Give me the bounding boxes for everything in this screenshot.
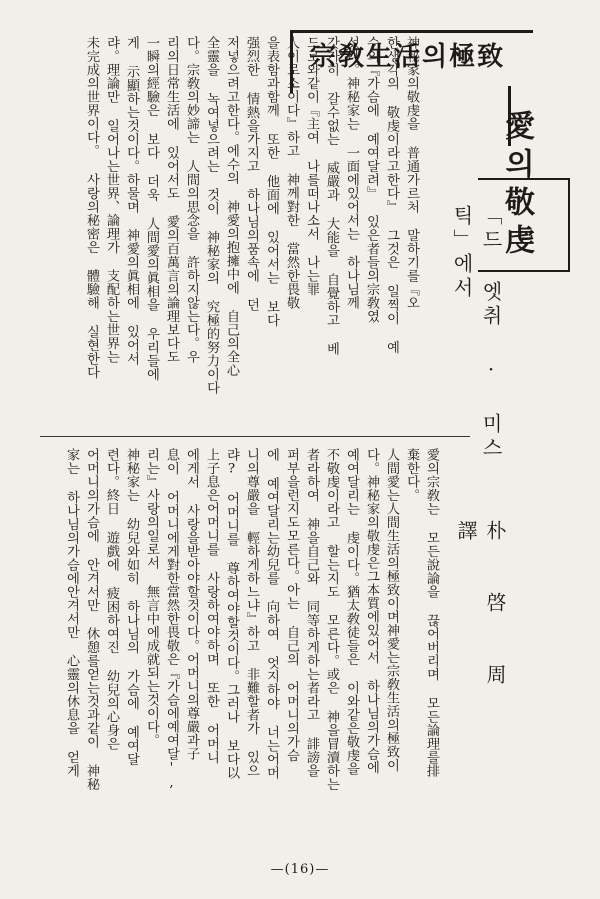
text-column: 不敬虔이라고 할는지도 모른다。或은 神을冒瀆하는 (324, 448, 339, 791)
text-column: 上子息은어머니를 사랑하여야하며 또한 어머니 (204, 448, 219, 764)
text-column: 人이로소이다』하고 神께對한 當然한畏敬 (284, 36, 299, 310)
text-column: 섰다。神秘家는 一面에있어서는 하나님께 (344, 36, 359, 310)
text-column: 을表함과함께 또한 他面에 있어서는 보다 (264, 36, 279, 327)
text-column: 棄한다。 (404, 448, 419, 502)
text-column: 예여달리는 虔이다。猶太敎徒들은 이와같은敬虔을 (344, 448, 359, 776)
text-column: 神秘家의敬虔을 普通가르처 말하기를『오 (404, 36, 419, 310)
text-column: 神秘家는 幼兒와如히 하나님의 가슴에 예여달 (124, 448, 139, 766)
section-divider (40, 436, 470, 437)
text-column: 一瞬의經驗은 보다 더욱 人間愛의眞相을 우리들에 (144, 36, 159, 381)
text-column: 리는』사랑의일로서 無言中에成就되는것이다。 (144, 448, 159, 747)
text-column: 다。神秘家의敬虔은그本質에있어서 하나님의가슴에 (364, 448, 379, 774)
text-column: 련다。終日 遊戲에 疲困하여진 幼兒의心身은 (104, 448, 119, 751)
text-column: 다。宗敎의妙諦는 人間의思念을 許하지않는다。우 (184, 36, 199, 364)
text-column: 랴? 어머니를 尊하여야할것이다。그러나 보다以 (224, 448, 239, 780)
page-number: —(16)— (270, 862, 330, 877)
text-column: 드로와같이『主여 나를떠나소서 나는罪 (304, 36, 319, 297)
source-note: 「드 엣취 · 미스틱」에서 (450, 205, 503, 461)
translator-credit: 朴 啓 周 譯 (454, 520, 507, 698)
text-column: 息이 어머니에게對한當然한畏敬은『가슴에예여달', (164, 448, 179, 791)
text-column: 니의尊嚴을 輕하게하느냐』하고 非難할者가 있으 (244, 448, 259, 778)
text-column: 愛의宗敎는 모든說論을 끊어버리며 모든論理를排 (424, 448, 439, 778)
text-column: 갓가히 갈수없는 威嚴과 大能을 自覺하고 베 (324, 36, 339, 356)
series-title: 宗敎生活의極致 (310, 42, 506, 72)
text-column: 家는 하나님의가슴에안겨서만 心靈의休息을 얻게 (64, 448, 79, 778)
text-column: 저넣으려고한다。에수의 神愛의抱擁中에 自己의全心 (224, 36, 239, 378)
text-column: 퍼부을런지도모른다。아는 自己의 어머니의가슴 (284, 448, 299, 763)
text-column: 全靈을 녹여넣으려는 것이 神秘家의 究極的努力이다 (204, 36, 219, 395)
text-column: 人間愛는人間生活의極致이며神愛는宗敎生活의極致이 (384, 448, 399, 772)
text-column: 强烈한 情熱을가지고 하나님의품속에 던 (244, 36, 259, 312)
text-column: 어머니의가슴에 안겨서만 休憩를얻는것과같이 神秘 (84, 448, 99, 791)
text-column: 리의日常生活에 있어서도 愛의百萬言의論理보다도 (164, 36, 179, 364)
text-column: 未完成의世界이다。 사랑의秘密은 體驗해 실현한다 (84, 36, 99, 379)
text-column: 者라하여 神을自己와 同等하게하는者라고 誹謗을 (304, 448, 319, 778)
article-title: 愛의敬虔 (499, 110, 534, 262)
text-column: 게 示顯하는것이다。하물며 神愛의眞相에 있어서 (124, 36, 139, 366)
text-column: 에게서 사랑을받아야할것이다。어머니의尊嚴과子 (184, 448, 199, 761)
text-column: 랴。理論만 일어나는世界、論理가 支配하는世界는 (104, 36, 119, 364)
text-column: 수의『가슴에 예여달려』 있은者들의宗敎였 (364, 36, 379, 324)
text-column: 한생각의 敬虔이라고한다』 그것은 일찍이 예 (384, 36, 399, 354)
text-column: 에 예여달리는幼兒를 向하여 엇지하야 너는어머 (264, 448, 279, 780)
